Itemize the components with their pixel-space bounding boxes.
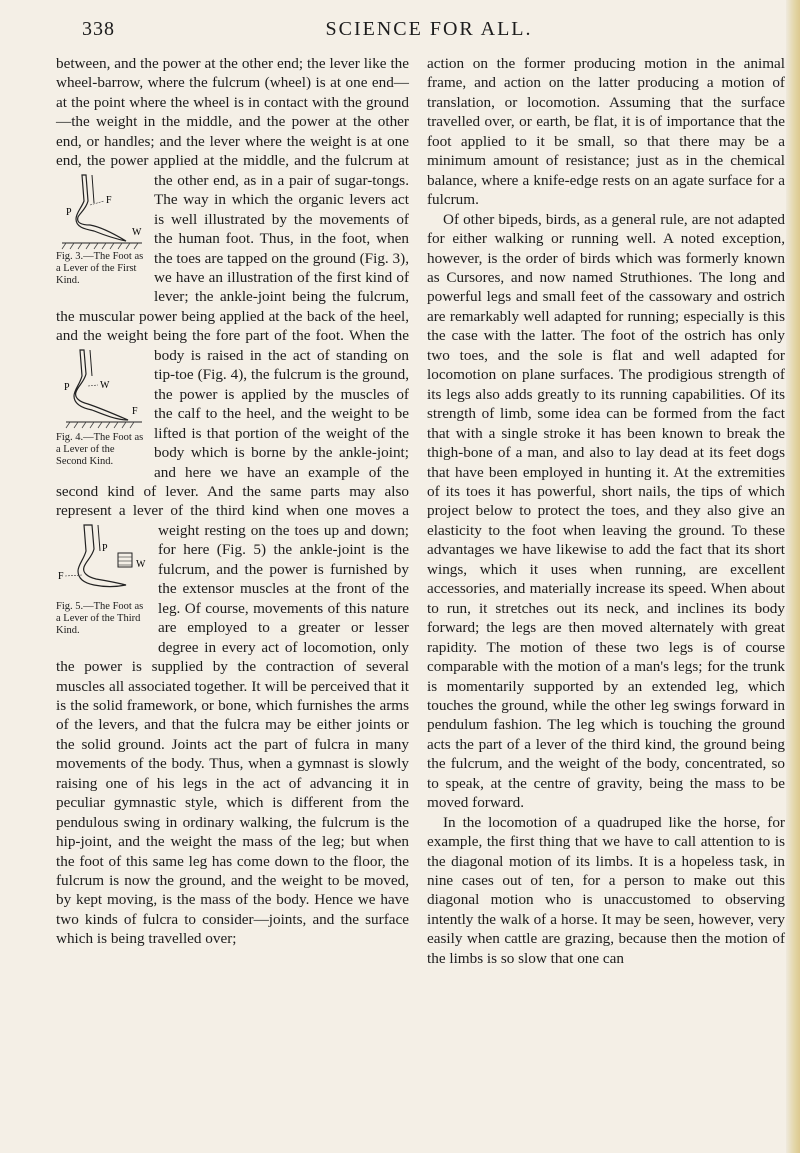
figure-4: [56, 348, 144, 468]
right-paragraph-2: Of other bipeds, birds, as a general rule, are not adapted for either walking or running well. A noted exception, however, is the order of birds which was formerly known as Cursores, and now named Struthiones. The long and powerful legs and small feet of the cassowary and ostrich are remarkably well adapted for running; especially is this the case with the latter. The foot of the ostrich has only two toes, and the sole is flat and well adapted for locomotion on plane surfaces. The prodigious strength of its legs also adds greatly to its running capabilities. Of its strength of limb, some idea can be formed from the fact that with a single stroke it has been known to break the thigh-bone of a man, and also to lay dead at its feet dogs that have been employed in hunting it. At the extremities of its toes it has powerful, short nails, the tips of which project below to protect the toes, and they also give an elasticity to the foot when leaving the ground. To these advantages we have likewise to add the fact that its short wings, which it uses when running, are excellent accessories, and materially increase its speed. When about to run, it stretches out its neck, and inclines its body forward; the legs are then moved alternately with great rapidity. The motion of these two legs is of course comparable with the motion of a man's legs; for the trunk is momentarily supported by an extended leg, which touches the ground, while the other leg swings forward in pendulum fashion. The leg which is touching the ground acts the part of a lever of the third kind, the ground being the fulcrum, and the weight of the body, concentrated, so to speak, at the centre of gravity, being the mass to be moved forward.: [427, 210, 785, 812]
figure-3: [56, 173, 144, 287]
fig3-label-f: F: [106, 194, 112, 206]
right-paragraph-3: In the locomotion of a quadruped like the horse, for example, the first thing that we have to call attention to is the diagonal motion of its limbs. It is a hopeless task, in nine cases out of ten, for a person to make out this diagonal motion who is unaccustomed to observing intently the walk of a horse. It may be seen, however, very easily when cattle are grazing, because then the motion of the limbs is so slow that one can: [427, 813, 785, 967]
fig5-label-w: W: [136, 558, 146, 570]
foot-lever-third-kind-illustration: [56, 523, 148, 601]
figure-4-caption: Fig. 4.—The Foot as a Lever of the Second Kind.: [56, 431, 144, 467]
foot-lever-second-kind-illustration: [56, 348, 144, 432]
fig5-label-f: F: [58, 570, 64, 582]
figure-5: [56, 523, 148, 637]
fig4-label-p: P: [64, 381, 70, 393]
left-paragraph: between, and the power at the other end; the lever like the wheel-barrow, where the fulcrum (wheel) is at one end—at the point where the wheel is in contact with the ground—the weight in the middle, and the power at the other end, or handles; and the lever where the weight is at one end, the power applied at the middle, and the P F W Fig. 3.—The Foot as a Lever of the First Kind. fulcrum at the other end, as in a pair of sugar-tongs. The way in which the organic levers act is well illustrated by the movements of the human foot. Thus, in the foot, when the toes are tapped on the ground (Fig. 3), we have an illustration of the first kind of lever; the ankle-joint being the fulcrum, the muscular power being applied at the back of the heel, and the weight being the fore part of the foot. P W F Fig. 4.—The Foot as a Lever of the Second Kind. When the body is raised in the act of standing on tip-toe (Fig. 4), the fulcrum is the ground, the power is applied by the muscles of the calf to the heel, and the weight to be lifted is that portion of the weight of the body which is borne by the ankle-joint; and here we have an example of the second kind of lever. And the same parts may also represent a lever of the third kind when one moves a weight resting F P W Fig. 5.—The Foot as a Lever of the Third Kind. on the toes up and down; for here (Fig. 5) the ankle-joint is the fulcrum, and the power is furnished by the extensor muscles at the front of the leg. Of course, movements of this nature are employed to a greater or lesser degree in every act of locomotion, only the power is supplied by the contraction of several muscles all associated together. It will be perceived that it is the solid framework, or bone, which furnishes the arms of the levers, and that the fulcra may be either joints or the solid ground. Joints act the part of fulcra in many movements of the body. Thus, when a gymnast is slowly raising one of his legs in the act of advancing it in peculiar gymnastic style, which is different from the pendulous swing in ordinary walking, the fulcrum is the hip-joint, and the weight the mass of the leg; but when the foot of this same leg has come down to the floor, the fulcrum is now the ground, and the weight to be moved, by kept moving, is the mass of the body. Hence we have two kinds of fulcra to consider—joints, and the surface which is being travelled over;: [56, 55, 410, 948]
running-title: SCIENCE FOR ALL.: [325, 18, 533, 40]
figure-5-caption: Fig. 5.—The Foot as a Lever of the Third Kind.: [56, 600, 144, 636]
fig4-label-f: F: [132, 405, 138, 417]
page-header: [82, 18, 776, 48]
page-edge: [786, 0, 800, 1153]
left-column: [56, 54, 409, 949]
right-column: [427, 54, 785, 968]
page-number: 338: [82, 18, 115, 40]
fig4-label-w: W: [100, 379, 110, 391]
fig3-label-w: W: [132, 226, 142, 238]
fig5-label-p: P: [102, 542, 108, 554]
fig3-label-p: P: [66, 206, 72, 218]
foot-lever-first-kind-illustration: [56, 173, 144, 251]
figure-3-caption: Fig. 3.—The Foot as a Lever of the First Kind.: [56, 250, 144, 286]
right-paragraph-1: action on the former producing motion in the animal frame, and action on the latter producing a motion of translation, or locomotion. Assuming that the surface travelled over, or earth, be flat, it is of importance that the foot applied to it be small, so that there may be a minimum amount of resistance; just as in the chemical balance, where a knife-edge rests on an agate surface for a fulcrum.: [427, 55, 785, 209]
